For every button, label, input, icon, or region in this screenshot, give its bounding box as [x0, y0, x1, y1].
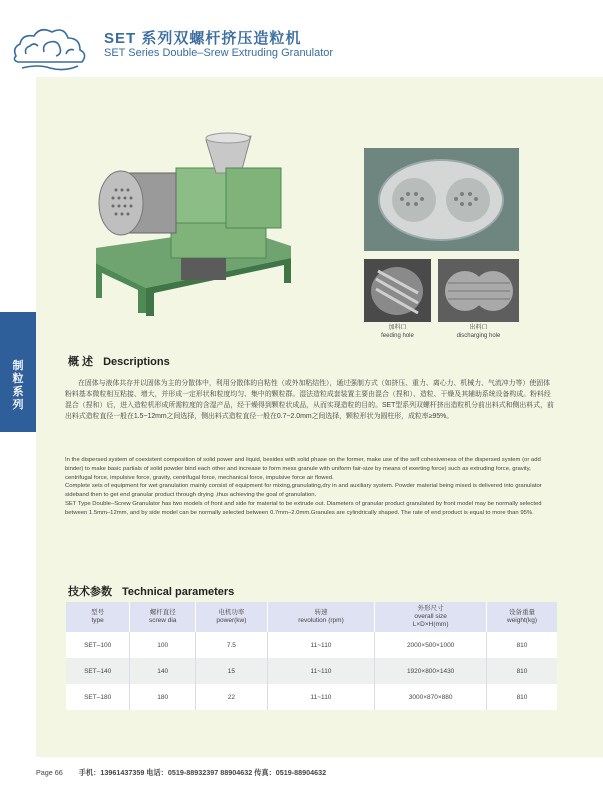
col-overall-size: 外形尺寸 overall size L×D×H(mm)	[375, 602, 487, 632]
table-cell: 810	[487, 684, 558, 710]
table-cell: 15	[196, 658, 268, 684]
col-weight: 设备重量 weight(kg)	[487, 602, 558, 632]
table-cell: 11~110	[267, 658, 375, 684]
discharging-hole-caption: 出料口 discharging hole	[456, 325, 501, 339]
discharging-hole-photo	[438, 259, 519, 322]
table-row	[66, 632, 557, 658]
table-cell: 140	[130, 658, 196, 684]
description-en-p3: SET Type Double–Screw Granulator has two models of front and side for material to be extrude out. Diameters of granular product granulated by front model may be normally selected between 1.5mm–12mm, and by side model can be normally selected between 0.7mm–2.0mm.Granules are cylindrically shaped. The rate of end product is equal to more than 95%.	[65, 500, 542, 516]
table-cell: SET–180	[66, 684, 130, 710]
tech-heading: 技术参数 Technical parameters	[68, 586, 235, 598]
table-header-row	[66, 602, 557, 632]
table-cell: SET–100	[66, 632, 130, 658]
description-en	[65, 456, 558, 518]
table-cell: 1920×800×1430	[375, 658, 487, 684]
description-en-p2: Complete sets of equipment for wet granulation mainly consist of equipment for mixing,granulating,dry in and auxiliary system. Powder material being mixed is delivered into granulator sideband then to get end granular product through drying ,thus achieving the goal of granulation.	[65, 483, 542, 499]
granulator-machine-image	[86, 128, 296, 318]
table-cell: 100	[130, 632, 196, 658]
tech-table	[66, 602, 557, 710]
col-screw-dia: 螺杆直径 screw dia	[130, 602, 196, 632]
table-cell: 810	[487, 658, 558, 684]
table-cell: 11~110	[267, 632, 375, 658]
side-tab-label: 制 粒 系 列	[12, 360, 24, 411]
table-cell: 810	[487, 632, 558, 658]
table-cell: 22	[196, 684, 268, 710]
table-cell: 3000×870×880	[375, 684, 487, 710]
cloud-logo	[8, 18, 92, 74]
page-title: SET 系列双螺杆挤压造粒机	[104, 30, 302, 47]
page-subtitle: SET Series Double–Srew Extruding Granulator	[104, 47, 334, 59]
table-cell: 7.5	[196, 632, 268, 658]
contact-info: 手机：13961437359 电话：0519-88932397 88904632 传真：0519-88904632	[78, 768, 327, 777]
col-power: 电机功率 power(kw)	[196, 602, 268, 632]
col-revolution: 转速 revolution (rpm)	[267, 602, 375, 632]
feeding-hole-photo	[364, 259, 431, 322]
die-plate-photo	[364, 148, 519, 251]
description-en-p1: In the dispersed system of coexistent composition of solid power and liquid, besides with solid phase on the former, make use of the self cohesiveness of the dispersed system (or add binder) to make basic partials of solid powder bind each other and increase to form mess granule with uniform fair-size by means of exerting force) such as extruding force, gravity, centrifugal force, impulsive force, gravity, centrifugal force, mechanical force, impulsive force air flowed.	[65, 457, 541, 481]
table-cell: 11~110	[267, 684, 375, 710]
page-footer	[36, 768, 326, 778]
col-type: 型号 type	[66, 602, 130, 632]
descriptions-heading: 概 述 Descriptions	[68, 356, 170, 368]
table-cell: 180	[130, 684, 196, 710]
table-row	[66, 684, 557, 710]
feeding-hole-caption: 加料口 feeding hole	[381, 325, 414, 339]
page-number: Page 66	[36, 768, 63, 777]
table-row	[66, 658, 557, 684]
description-cn: 在固体与液体共存并以固体为主的分散体中，利用分散体的自粘性（或外加粘结性），通过强制方式（如挤压、重力、离心力、机械力、气流冲力等）使固体粉料基本微粒相互粘接、增大，并形成一定形状和粒度均匀、集中的颗粒群。湿法造粒成套装置主要由混合（捏和）、造粒、干燥及其辅助系统设备构成。粉料经混合（捏和）后，进入造粒机形成所需粒度的含湿产品，经干燥得到颗粒状成品，从而实现造粒的目的。SET型系列双螺杆挤出造粒机分前出料式和侧出料式，前出料式造粒直径一般在1.5~12mm之间选择，侧出料式造粒直径一般在0.7~2.0mm之间选择，颗粒形状为圆柱形，成粒率≥95%。	[65, 380, 554, 420]
table-cell: 2000×500×1000	[375, 632, 487, 658]
table-cell: SET–140	[66, 658, 130, 684]
